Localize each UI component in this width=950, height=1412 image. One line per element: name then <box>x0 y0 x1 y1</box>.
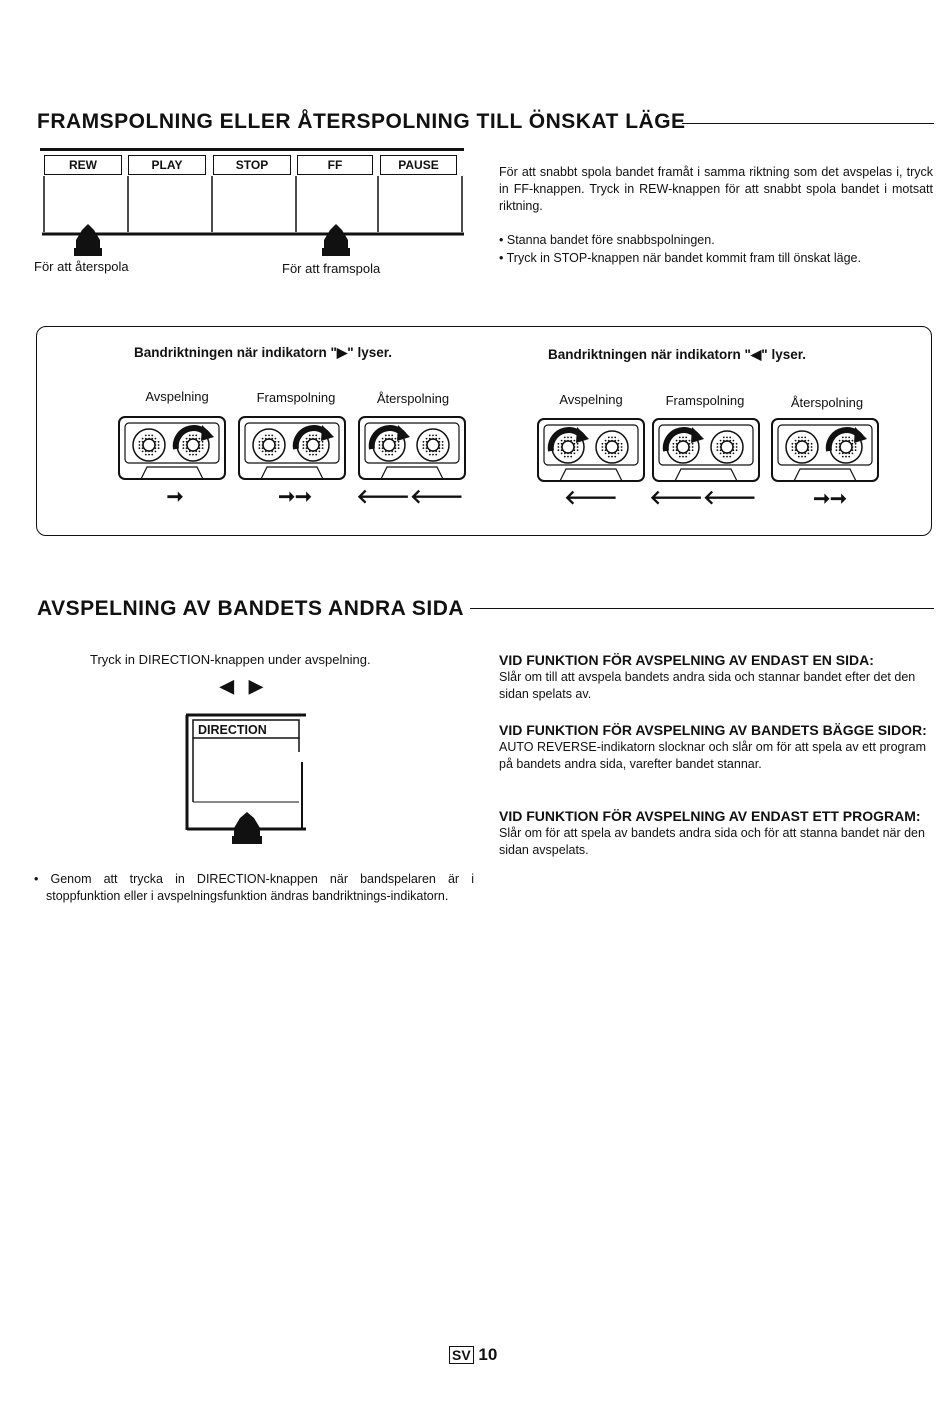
section2-title: AVSPELNING AV BANDETS ANDRA SIDA <box>37 597 465 620</box>
function-3 <box>499 808 935 859</box>
right-arrow-rew: ➞➞ <box>813 488 847 510</box>
pause-button[interactable]: PAUSE <box>380 155 457 175</box>
function-2 <box>499 722 935 773</box>
function-1 <box>499 652 935 703</box>
left-label-rew: Återspolning <box>376 391 450 406</box>
finger-icon <box>232 812 262 844</box>
ff-button[interactable]: FF <box>297 155 373 175</box>
ff-caption: För att framspola <box>282 261 381 276</box>
right-label-play: Avspelning <box>559 392 623 407</box>
direction-button[interactable]: DIRECTION <box>198 723 267 737</box>
title-rule <box>470 608 934 609</box>
right-arrow-play: 🡐 <box>564 487 618 509</box>
cassette-icon <box>651 417 761 483</box>
page-number: 10 <box>478 1345 498 1364</box>
section1-intro: För att snabbt spola bandet framåt i samma riktning som det avspelas i, tryck in FF-knappen. Tryck in REW-knappen för att snabbt spola bandet i motsatt riktning. <box>499 165 933 213</box>
left-label-play: Avspelning <box>145 389 209 404</box>
right-label-ff: Framspolning <box>665 393 745 408</box>
function-3-title: VID FUNKTION FÖR AVSPELNING AV ENDAST ETT PROGRAM: <box>499 808 921 824</box>
function-3-text: Slår om för att spela av bandets andra sida och för att stanna bandet när den sidan avspelats. <box>499 826 925 857</box>
left-arrow-rew: 🡐🡐 <box>356 486 464 508</box>
cassette-icon <box>770 417 880 483</box>
left-arrow-play: ➞ <box>166 486 184 508</box>
right-arrow-ff: 🡐🡐 <box>649 487 757 509</box>
left-label-ff: Framspolning <box>256 390 336 405</box>
cassette-icon <box>536 417 646 483</box>
page-footer <box>449 1345 497 1365</box>
left-heading: Bandriktningen när indikatorn "▶" lyser. <box>134 345 392 360</box>
section2-note: • Genom att trycka in DIRECTION-knappen när bandspelaren är i stoppfunktion eller i avspelningsfunktion ändras bandriktnings-indikatorn. <box>34 872 474 903</box>
section1-title: FRAMSPOLNING ELLER ÅTERSPOLNING TILL ÖNSKAT LÄGE <box>37 110 686 133</box>
language-badge: SV <box>449 1346 474 1364</box>
direction-indicator-icons: ◀ ▶ <box>220 676 263 696</box>
function-2-title: VID FUNKTION FÖR AVSPELNING AV BANDETS BÄGGE SIDOR: <box>499 722 927 738</box>
function-1-text: Slår om till att avspela bandets andra sida och stannar bandet efter det den sidan spelats av. <box>499 670 916 701</box>
stop-button[interactable]: STOP <box>213 155 291 175</box>
section2-instruction: Tryck in DIRECTION-knappen under avspelning. <box>90 652 371 667</box>
rew-caption: För att återspola <box>34 259 129 274</box>
cassette-icon <box>237 415 347 481</box>
right-label-rew: Återspolning <box>790 395 864 410</box>
play-button[interactable]: PLAY <box>128 155 206 175</box>
cassette-icon <box>357 415 467 481</box>
function-1-title: VID FUNKTION FÖR AVSPELNING AV ENDAST EN SIDA: <box>499 652 874 668</box>
finger-icon <box>74 224 102 256</box>
left-arrow-ff: ➞➞ <box>278 486 312 508</box>
right-heading: Bandriktningen när indikatorn "◀" lyser. <box>548 347 806 362</box>
function-2-text: AUTO REVERSE-indikatorn slocknar och slår om för att spela av ett program på bandets andra sida, varefter bandet stannar. <box>499 740 927 771</box>
button-frame-drawing <box>36 176 468 258</box>
section1-bullet-2: • Tryck in STOP-knappen när bandet kommit fram till önskat läge. <box>499 251 861 265</box>
cassette-icon <box>117 415 227 481</box>
section1-bullet-1: • Stanna bandet före snabbspolningen. <box>499 233 715 247</box>
rew-button[interactable]: REW <box>44 155 122 175</box>
title-rule <box>682 123 934 124</box>
